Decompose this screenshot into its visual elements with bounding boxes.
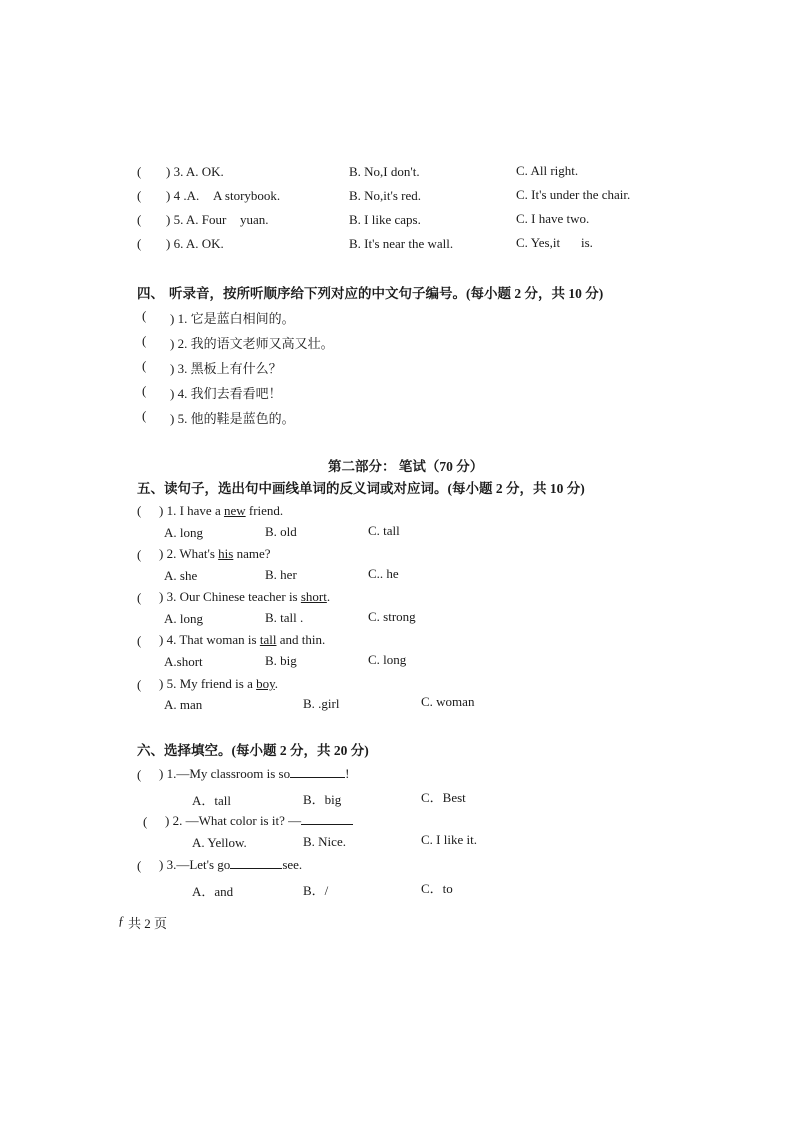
question-3-option-c: C. All right. xyxy=(516,163,579,178)
s5-q4-option-a: A.short xyxy=(164,654,203,669)
s6-q3-option-a: A．and xyxy=(192,884,234,899)
question-4-option-a: A storybook. xyxy=(213,188,281,203)
answer-paren: ( xyxy=(137,236,142,251)
question-3-option-b: B. No,I don't. xyxy=(349,164,420,179)
answer-paren: ( xyxy=(137,547,142,562)
s5-q2-option-b: B. her xyxy=(265,567,297,582)
answer-paren: ( xyxy=(137,503,142,518)
s5-question-5 xyxy=(159,676,278,692)
s5-q4-post: and thin. xyxy=(276,632,326,647)
answer-paren: ( xyxy=(137,164,142,179)
listening-item-3: ) 3. 黑板上有什么？ xyxy=(170,361,282,376)
s5-q5-option-c: C. woman xyxy=(421,694,475,709)
s5-q3-option-a: A. long xyxy=(164,611,203,626)
s5-q2-pre: ) 2. What's xyxy=(159,546,219,561)
answer-paren: ( xyxy=(142,383,147,398)
question-6-option-b: B. It's near the wall. xyxy=(349,236,454,251)
s5-question-4 xyxy=(159,632,325,648)
s5-q1-pre: ) 1. I have a xyxy=(159,503,224,518)
s5-q4-option-c: C. long xyxy=(368,652,407,667)
question-6-stem: ) 6. A. OK. xyxy=(166,236,224,251)
answer-paren: ( xyxy=(142,358,147,373)
s6-q2-option-c: C. I like it. xyxy=(421,832,477,847)
answer-blank xyxy=(230,867,282,869)
s5-q3-underlined-word: short xyxy=(300,589,327,604)
answer-blank xyxy=(301,823,353,825)
section-6-title: 六、选择填空。(每小题 2 分，共 20 分) xyxy=(137,743,369,758)
answer-paren: ( xyxy=(142,408,147,423)
s5-q1-option-c: C. tall xyxy=(368,523,400,538)
answer-paren: ( xyxy=(137,767,142,782)
s5-q3-option-b: B. tall . xyxy=(265,610,304,625)
listening-item-4: ) 4. 我们去看看吧！ xyxy=(170,386,282,401)
answer-paren: ( xyxy=(137,590,142,605)
question-4-option-c: C. It's under the chair. xyxy=(516,187,631,202)
s6-q2-pre: ) 2. —What color is it? — xyxy=(165,813,302,828)
s6-question-3 xyxy=(159,857,302,873)
question-6-option-c: C. Yes,it xyxy=(516,235,561,250)
answer-paren: ( xyxy=(137,212,142,227)
question-5-option-a: yuan. xyxy=(240,212,269,227)
s5-q5-underlined-word: boy xyxy=(256,676,275,691)
s5-q2-underlined-word: his xyxy=(218,546,234,561)
s5-q4-option-b: B. big xyxy=(265,653,297,668)
s6-q3-option-b: B．/ xyxy=(303,883,329,898)
s5-q1-underlined-word: new xyxy=(223,503,246,518)
question-6-option-c-end: is. xyxy=(581,235,593,250)
s6-question-1 xyxy=(159,766,349,782)
question-4-stem: ) 4 .A. xyxy=(166,188,200,203)
section-4-number: 四、 xyxy=(137,286,164,301)
answer-paren: ( xyxy=(142,333,147,348)
s6-q2-option-b: B. Nice. xyxy=(303,834,346,849)
s5-q4-pre: ) 4. That woman is xyxy=(159,632,260,647)
s6-q1-post: ! xyxy=(345,766,350,781)
s5-q3-pre: ) 3. Our Chinese teacher is xyxy=(159,589,301,604)
s6-q3-pre: ) 3.—Let's go xyxy=(159,857,231,872)
s6-q2-option-a: A. Yellow. xyxy=(192,835,247,850)
s5-q1-option-b: B. old xyxy=(265,524,297,539)
s5-question-3 xyxy=(159,589,330,605)
s5-q2-option-a: A. she xyxy=(164,568,198,583)
s5-q5-option-b: B. .girl xyxy=(303,696,340,711)
s5-question-1 xyxy=(159,503,283,519)
footer-mark: ƒ xyxy=(118,913,125,928)
answer-blank xyxy=(290,776,345,778)
answer-paren: ( xyxy=(137,677,142,692)
s6-question-2 xyxy=(165,813,353,829)
s5-q3-option-c: C. strong xyxy=(368,609,416,624)
question-3-stem: ) 3. A. OK. xyxy=(166,164,224,179)
s6-q3-post: see. xyxy=(282,857,303,872)
section-5-title: 五、读句子，选出句中画线单词的反义词或对应词。(每小题 2 分，共 10 分) xyxy=(137,481,585,496)
s5-q5-post: . xyxy=(274,676,279,691)
s5-q4-underlined-word: tall xyxy=(259,632,277,647)
s6-q1-pre: ) 1.—My classroom is so xyxy=(159,766,291,781)
s5-q2-post: name? xyxy=(233,546,271,561)
question-5-stem: ) 5. A. Four xyxy=(166,212,227,227)
listening-item-2: ) 2. 我的语文老师又高又壮。 xyxy=(170,336,334,351)
s5-q1-post: friend. xyxy=(245,503,284,518)
part-2-title: 第二部分： 笔试（70 分） xyxy=(328,459,484,474)
page-count: 共 2 页 xyxy=(128,916,168,931)
answer-paren: ( xyxy=(142,308,147,323)
s5-q5-option-a: A. man xyxy=(164,697,203,712)
listening-item-5: ) 5. 他的鞋是蓝色的。 xyxy=(170,411,295,426)
question-4-option-b: B. No,it's red. xyxy=(349,188,422,203)
answer-paren: ( xyxy=(137,188,142,203)
s5-q1-option-a: A. long xyxy=(164,525,203,540)
answer-paren: ( xyxy=(143,814,148,829)
s5-q3-post: . xyxy=(326,589,331,604)
s6-q1-option-c: C．Best xyxy=(421,790,466,805)
answer-paren: ( xyxy=(137,858,142,873)
section-4-title: 听录音，按所听顺序给下列对应的中文句子编号。(每小题 2 分，共 10 分) xyxy=(169,286,604,301)
s6-q1-option-a: A．tall xyxy=(192,793,231,808)
question-5-option-b: B. I like caps. xyxy=(349,212,421,227)
s5-q5-pre: ) 5. My friend is a xyxy=(159,676,257,691)
s6-q1-option-b: B．big xyxy=(303,792,342,807)
listening-item-1: ) 1. 它是蓝白相间的。 xyxy=(170,311,295,326)
s5-q2-option-c: C.. he xyxy=(368,566,399,581)
s5-question-2 xyxy=(159,546,271,562)
question-5-option-c: C. I have two. xyxy=(516,211,590,226)
s6-q3-option-c: C．to xyxy=(421,881,453,896)
answer-paren: ( xyxy=(137,633,142,648)
